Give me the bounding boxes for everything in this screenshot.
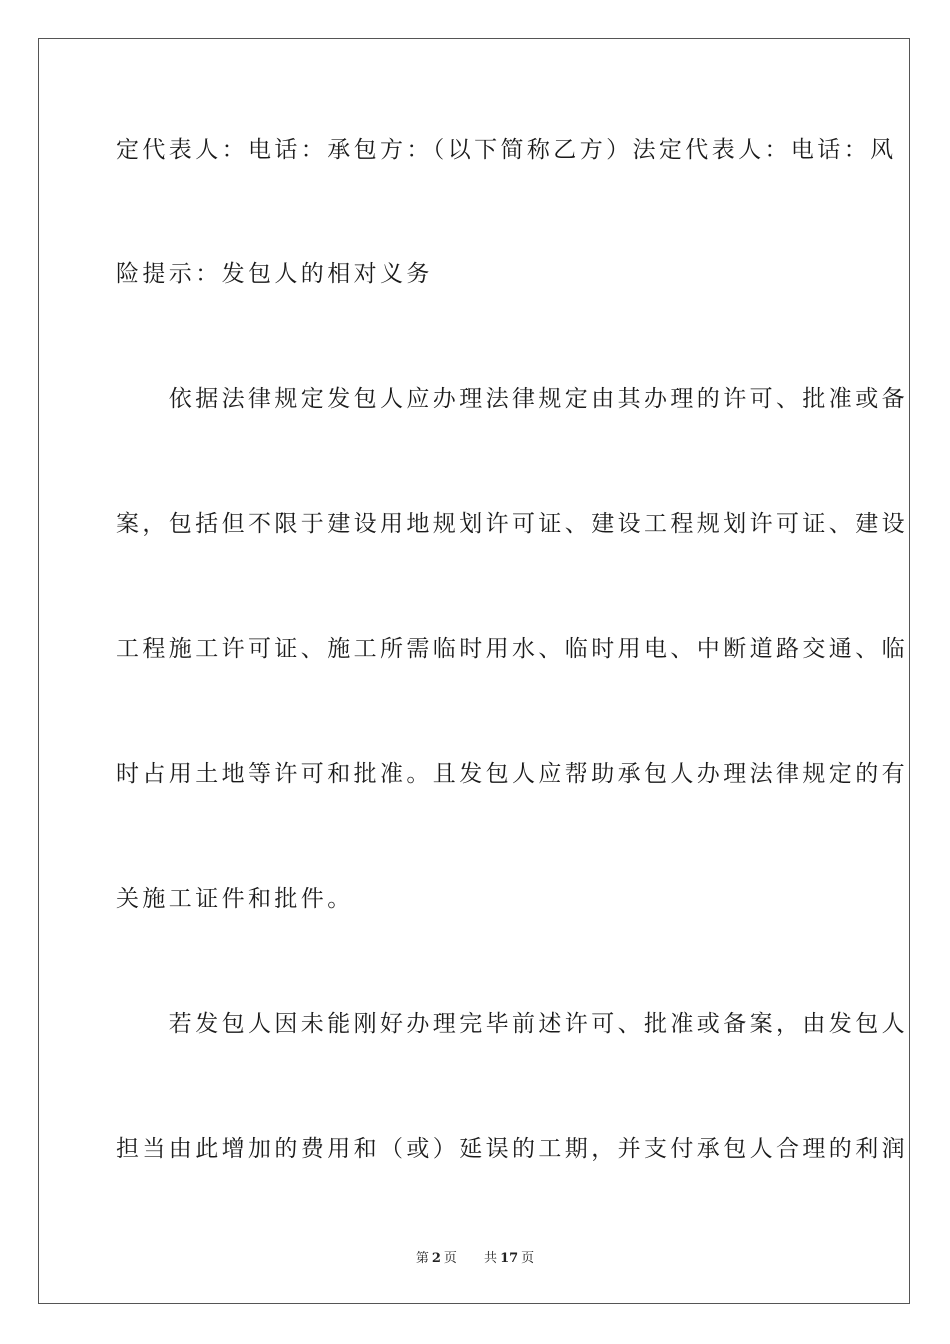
paragraph-1-line-1: 依据法律规定发包人应办理法律规定由其办理的许可、批准或备 <box>116 386 908 412</box>
total-pages: 17 <box>500 1251 519 1266</box>
paragraph-2-line-2: 担当由此增加的费用和（或）延误的工期，并支付承包人合理的利润 <box>116 1136 908 1162</box>
page-prefix: 第 <box>415 1251 429 1266</box>
page-number: 2 <box>431 1251 441 1266</box>
page-footer <box>0 1247 950 1266</box>
body-line-2: 险提示：发包人的相对义务 <box>116 261 433 287</box>
paragraph-1-line-4: 时占用土地等许可和批准。且发包人应帮助承包人办理法律规定的有 <box>116 761 908 787</box>
total-suffix: 页 <box>521 1251 535 1266</box>
paragraph-1-line-3: 工程施工许可证、施工所需临时用水、临时用电、中断道路交通、临 <box>116 636 908 662</box>
page-border <box>38 38 910 1304</box>
page-suffix: 页 <box>443 1251 457 1266</box>
total-prefix: 共 <box>484 1251 498 1266</box>
page-indicator <box>413 1251 460 1266</box>
paragraph-1-line-5: 关施工证件和批件。 <box>116 886 354 912</box>
paragraph-1-line-2: 案，包括但不限于建设用地规划许可证、建设工程规划许可证、建设 <box>116 511 908 537</box>
body-line-1: 定代表人：电话：承包方：（以下简称乙方）法定代表人：电话：风 <box>116 137 897 163</box>
paragraph-2-line-1: 若发包人因未能刚好办理完毕前述许可、批准或备案，由发包人 <box>116 1011 908 1037</box>
total-indicator <box>481 1251 537 1266</box>
